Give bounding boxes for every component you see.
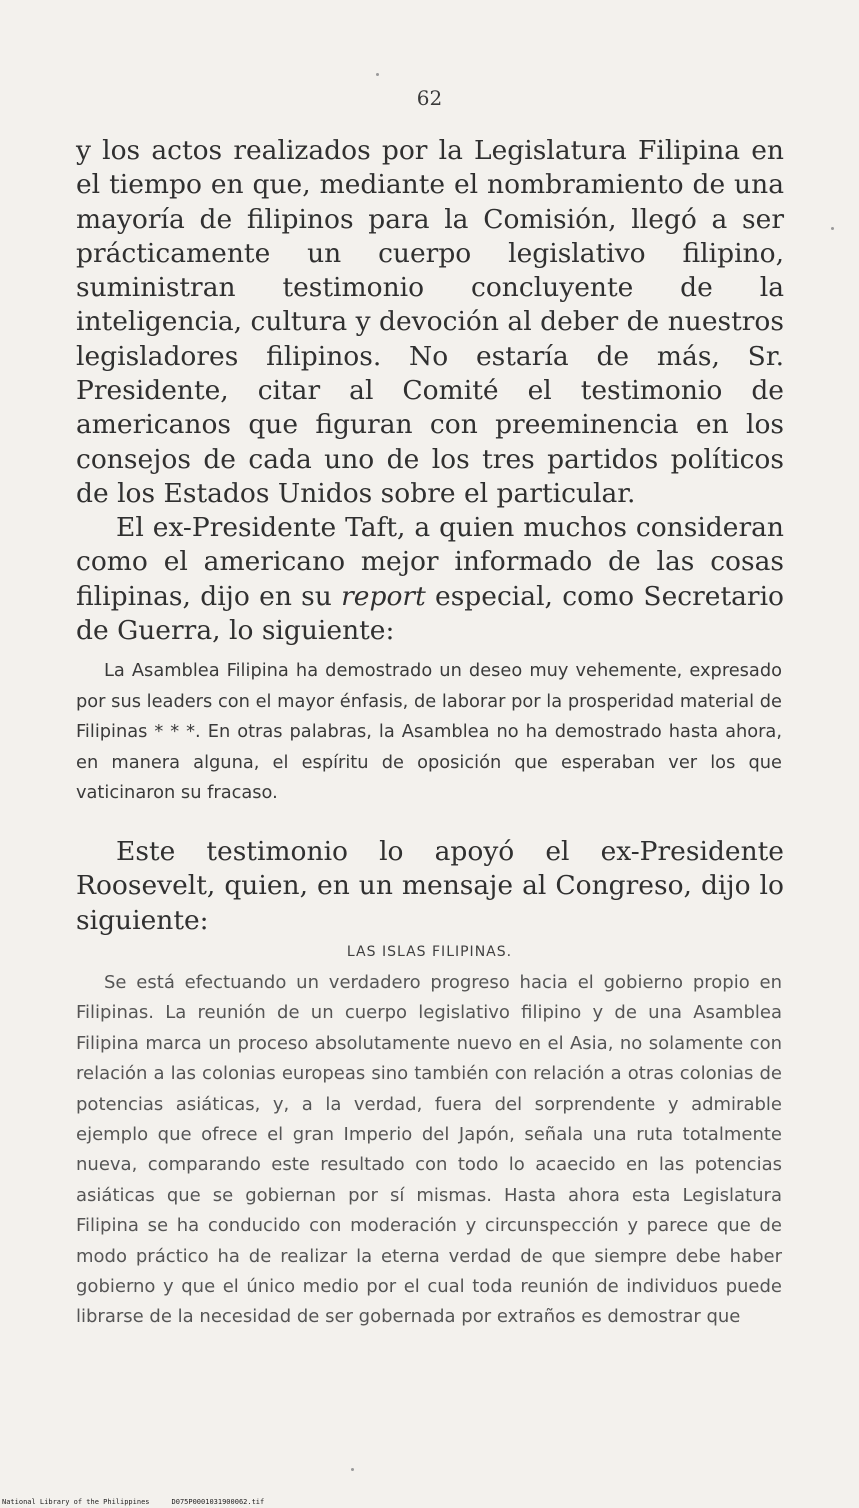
paragraph-roosevelt: Este testimonio lo apoyó el ex-Presidente Roosevelt, quien, en un mensaje al Congreso, dijo lo siguiente: <box>76 836 784 936</box>
speck <box>351 1468 354 1471</box>
paragraph-taft <box>76 511 784 648</box>
scan-footer <box>2 1498 264 1506</box>
speck <box>831 227 834 230</box>
paragraph-taft-text-2: especial, como Secretario de Guerra, lo siguiente: <box>76 580 784 646</box>
report-italic: report <box>341 580 426 612</box>
page-number: 62 <box>416 86 443 110</box>
quote-roosevelt: Se está efectuando un verdadero progreso hacia el gobierno propio en Filipinas. La reunión de un cuerpo legislativo filipino y de una Asamblea Filipina marca un proceso absolutamente nuevo en el Asia, no solamente con relación a las colonias europeas sino también con relación a otras colonias de potencias asiáticas, y, a la verdad, fuera del sorprendente y admirable ejemplo que ofrece el gran Imperio del Japón, señala una ruta totalmente nueva, comparando este resultado con todo lo acaecido en las potencias asiáticas que se gobiernan por sí mismas. Hasta ahora esta Legislatura Filipina se ha conducido con moderación y circunspección y parece que de modo práctico ha de realizar la eterna verdad de que siempre debe haber gobierno y que el único medio por el cual toda reunión de individuos puede librarse de la necesidad de ser gobernada por extraños es demostrar que <box>76 972 782 1328</box>
paragraph-legislatura: y los actos realizados por la Legislatura Filipina en el tiempo en que, mediante el nombramiento de una mayoría de filipinos para la Comisión, llegó a ser prácticamente un cuerpo legislativo filipino, suministran testimonio concluyente de la inteligencia, cultura y devoción al deber de nuestros legisladores filipinos. No estaría de más, Sr. Presidente, citar al Comité el testimonio de americanos que figuran con preeminencia en los consejos de cada uno de los tres partidos políticos de los Estados Unidos sobre el particular. <box>76 135 784 509</box>
speck <box>376 73 379 76</box>
footer-library: National Library of the Philippines <box>2 1498 150 1506</box>
footer-filename: D075P0001031900062.tif <box>171 1498 265 1506</box>
quote-heading: LAS ISLAS FILIPINAS. <box>346 944 513 960</box>
paragraph-taft-text-1: El ex-Presidente Taft, a quien muchos consideran como el americano mejor informado de las cosas filipinas, dijo en su <box>76 512 784 612</box>
quote-taft: La Asamblea Filipina ha demostrado un deseo muy vehemente, expresado por sus leaders con el mayor énfasis, de laborar por la prosperidad material de Filipinas * * *. En otras palabras, la Asamblea no ha demostrado hasta ahora, en manera alguna, el espíritu de oposición que esperaban ver los que vaticinaron su fracaso. <box>76 660 782 803</box>
